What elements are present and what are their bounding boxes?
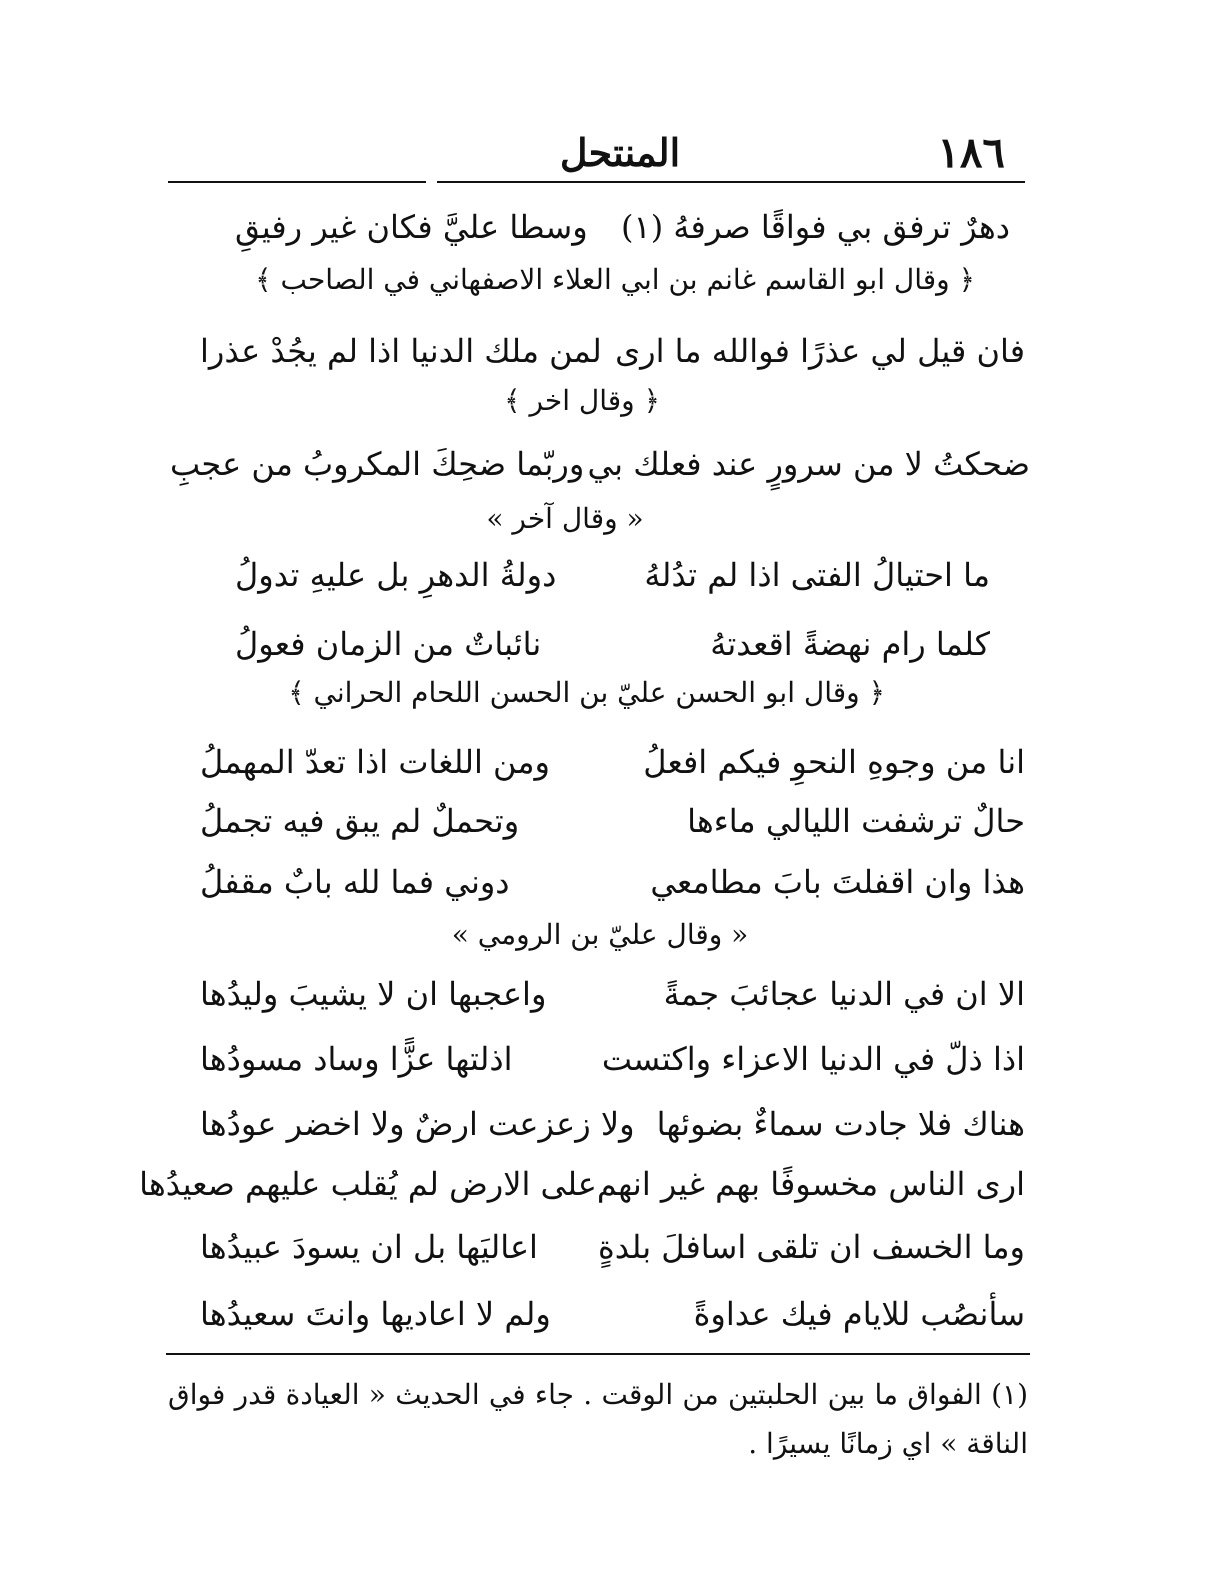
verse-line bbox=[200, 858, 1025, 906]
verse-left-hemistich: لمن ملك الدنيا اذا لم يجُدْ عذرا bbox=[200, 331, 602, 370]
verse-left-hemistich: اذلتها عزًّا وساد مسودُها bbox=[200, 1039, 513, 1078]
page-number: ١٨٦ bbox=[937, 128, 1005, 177]
verse-right-hemistich: ارى الناس مخسوفًا بهم غير انهم bbox=[596, 1164, 1025, 1203]
verse-left-hemistich: نائباتٌ من الزمان فعولُ bbox=[235, 624, 542, 663]
verse-right-hemistich: دهرٌ ترفق بي فواقًا صرفهُ (١) bbox=[621, 207, 1010, 246]
verse-right-hemistich: انا من وجوهِ النحوِ فيكم افعلُ bbox=[643, 742, 1025, 781]
verse-left-hemistich: على الارض لم يُقلب عليهم صعيدُها bbox=[139, 1164, 597, 1203]
verse-right-hemistich: كلما رام نهضةً اقعدتهُ bbox=[710, 624, 990, 663]
page-header bbox=[170, 126, 1030, 188]
header-rule-left bbox=[168, 181, 426, 183]
verse-right-hemistich: هناك فلا جادت سماءٌ بضوئها bbox=[656, 1104, 1025, 1143]
verse-left-hemistich: دولةُ الدهرِ بل عليهِ تدولُ bbox=[235, 555, 557, 594]
verse-line bbox=[235, 620, 990, 668]
verse-right-hemistich: ضحكتُ لا من سرورٍ عند فعلك بي bbox=[587, 444, 1030, 483]
verse-right-hemistich: حالٌ ترشفت الليالي ماءها bbox=[687, 801, 1025, 840]
header-rule-right bbox=[437, 181, 1025, 183]
footnote: (١) الفواق ما بين الحلبتين من الوقت . جاء في الحديث « العيادة قدر فواق الناقة » اي زمانًا يسيرًا . bbox=[168, 1378, 1028, 1460]
verse-left-hemistich: وربّما ضحِكَ المكروبُ من عجبِ bbox=[170, 444, 585, 483]
verse-left-hemistich: اعاليَها بل ان يسودَ عبيدُها bbox=[200, 1227, 538, 1266]
verse-line bbox=[200, 1290, 1025, 1338]
poem-heading: « وقال آخر » bbox=[486, 502, 644, 535]
verse-line bbox=[235, 203, 1010, 251]
verse-right-hemistich: وما الخسف ان تلقى اسافلَ بلدةٍ bbox=[598, 1227, 1025, 1266]
verse-line bbox=[200, 970, 1025, 1018]
verse-line bbox=[139, 1160, 1025, 1208]
verse-line bbox=[200, 1223, 1025, 1271]
verse-line bbox=[200, 327, 1025, 375]
verse-line bbox=[235, 551, 990, 599]
poem-heading: ﴿ وقال ابو القاسم غانم بن ابي العلاء الاصفهاني في الصاحب ﴾ bbox=[255, 263, 975, 296]
verse-left-hemistich: دوني فما لله بابٌ مقفلُ bbox=[200, 862, 510, 901]
verse-left-hemistich: وتحملٌ لم يبق فيه تجملُ bbox=[200, 801, 520, 840]
verse-right-hemistich: اذا ذلّ في الدنيا الاعزاء واكتست bbox=[601, 1039, 1025, 1078]
poem-heading: « وقال عليّ بن الرومي » bbox=[451, 918, 749, 951]
poem-heading: ﴿ وقال اخر ﴾ bbox=[504, 384, 660, 417]
verse-left-hemistich: واعجبها ان لا يشيبَ وليدُها bbox=[200, 974, 547, 1013]
verse-line bbox=[200, 1035, 1025, 1083]
verse-left-hemistich: وسطا عليَّ فكان غير رفيقِ bbox=[235, 207, 588, 246]
verse-right-hemistich: سأنصُب للايام فيك عداوةً bbox=[693, 1294, 1025, 1333]
verse-left-hemistich: ومن اللغات اذا تعدّ المهملُ bbox=[200, 742, 550, 781]
running-title: المنتحل bbox=[559, 130, 681, 175]
verse-line bbox=[200, 738, 1025, 786]
verse-line bbox=[170, 440, 1030, 488]
footnote-rule bbox=[166, 1353, 1030, 1355]
verse-left-hemistich: ولم لا اعاديها وانتَ سعيدُها bbox=[200, 1294, 551, 1333]
verse-line bbox=[200, 797, 1025, 845]
verse-right-hemistich: فان قيل لي عذرًا فوالله ما ارى bbox=[615, 331, 1025, 370]
verse-right-hemistich: ما احتيالُ الفتى اذا لم تدُلهُ bbox=[644, 555, 990, 594]
verse-right-hemistich: الا ان في الدنيا عجائبَ جمةً bbox=[663, 974, 1025, 1013]
verse-right-hemistich: هذا وان اقفلتَ بابَ مطامعي bbox=[650, 862, 1025, 901]
poem-heading: ﴿ وقال ابو الحسن عليّ بن الحسن اللحام الحراني ﴾ bbox=[288, 676, 885, 709]
verse-left-hemistich: ولا زعزعت ارضٌ ولا اخضر عودُها bbox=[200, 1104, 635, 1143]
verse-line bbox=[200, 1100, 1025, 1148]
